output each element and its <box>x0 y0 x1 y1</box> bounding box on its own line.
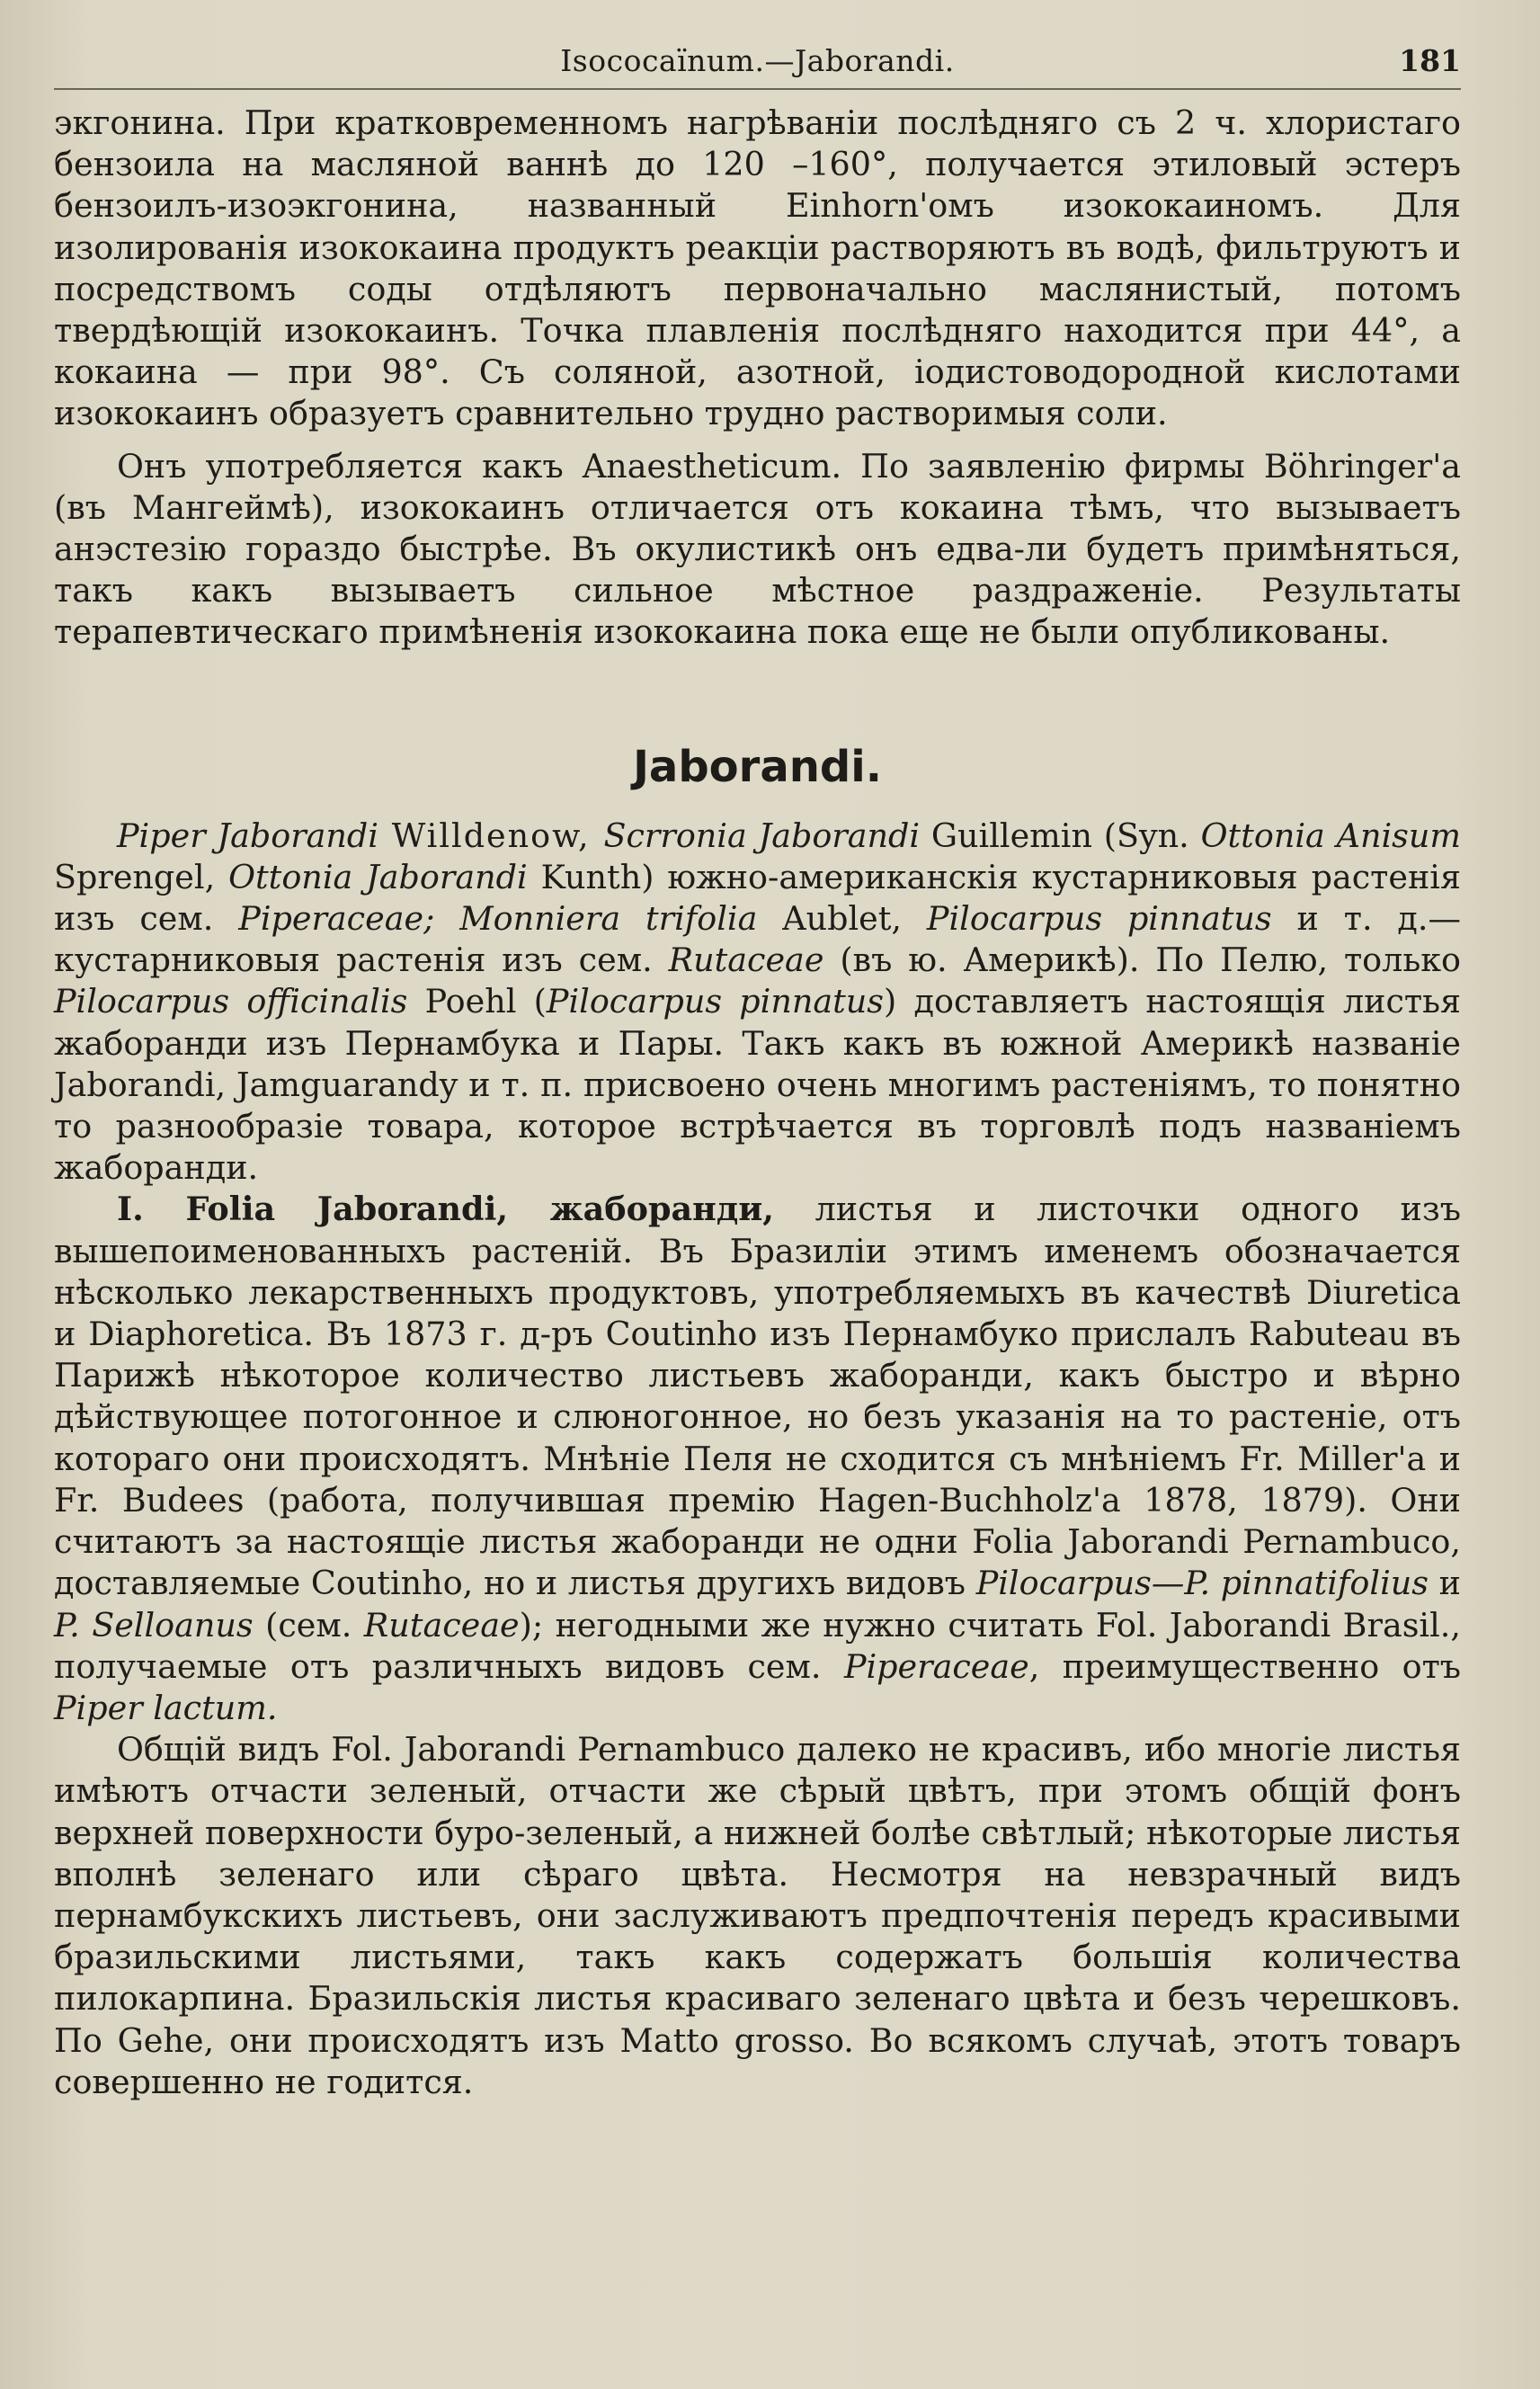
jaborandi-intro-paragraph <box>54 816 1461 1190</box>
intro-run: Kunth) южно-американскія кустарниковыя растенія изъ сем. <box>54 857 1461 939</box>
intro-run: Pilocarpus pinnatus <box>926 899 1272 939</box>
folia-run: листья и листочки одного изъ вышепоименованныхъ растеній. Въ Бразиліи этимъ именемъ обозначается нѣсколько лекарственныхъ продуктовъ, употребляемыхъ въ качествѣ Diuretica и Diaphoretica. Въ 1873 г. д-ръ Coutinho изъ Пернамбуко прислалъ Rabuteau въ Парижѣ нѣкоторое количество листьевъ жаборанди, какъ быстро и вѣрно дѣйствующее потогонное и слюногонное, но безъ указанія на то растеніе, отъ котораго они происходятъ. Мнѣніе Пеля не сходится съ мнѣніемъ Fr. Miller'a и Fr. Budees (работа, получившая премію Hagen-Buchholz'a 1878, 1879). Они считаютъ за настоящіе листья жаборанди не одни Folia Jaborandi Pernambuco, доставляемые Coutinho, но и листья другихъ видовъ <box>54 1190 1461 1603</box>
intro-run: Guillemin (Syn. <box>920 816 1201 855</box>
intro-run: Sprengel, <box>54 857 229 896</box>
intro-run: Pilocarpus officinalis <box>54 982 408 1021</box>
intro-run: Ottonia Anisum <box>1200 816 1461 855</box>
folia-run: Piper lactum. <box>54 1688 278 1727</box>
isococaine-paragraph-1: экгонина. При кратковременномъ нагрѣваніи послѣдняго съ 2 ч. хлористаго бензоила на масляной ваннѣ до 120 –160°, получается этиловый эстеръ бензоилъ-изоэкгонина, названный Einhorn'омъ изококаиномъ. Для изолированія изококаина продуктъ реакціи растворяютъ въ водѣ, фильтруютъ и посредствомъ соды отдѣляютъ первоначально маслянистый, потомъ твердѣющій изококаинъ. Точка плавленія послѣдняго находится при 44°, а кокаина — при 98°. Съ соляной, азотной, іодистоводородной кислотами изококаинъ образуетъ сравнительно трудно растворимыя соли. <box>54 103 1461 433</box>
appearance-paragraph: Общій видъ Fol. Jaborandi Pernambuco далеко не красивъ, ибо многіе листья имѣютъ отчасти зеленый, отчасти же сѣрый цвѣтъ, при этомъ общій фонъ верхней поверхности буро-зеленый, а нижней болѣе свѣтлый; нѣкоторые листья вполнѣ зеленаго или сѣраго цвѣта. Несмотря на невзрачный видъ пернамбукскихъ листьевъ, они заслуживаютъ предпочтенія передъ красивыми бразильскими листьями, такъ какъ содержатъ большія количества пилокарпина. Бразильскія листья красиваго зеленаго цвѣта и безъ черешковъ. По Gehe, они происходятъ изъ Matto grosso. Во всякомъ случаѣ, этотъ товаръ совершенно не годится. <box>54 1730 1461 2101</box>
folia-run: , преимущественно отъ <box>1028 1646 1461 1686</box>
intro-run: Willdenow, <box>378 816 604 855</box>
folia-run: Piperaceae <box>843 1646 1029 1686</box>
intro-run: Piperaceae; Monniera trifolia <box>238 899 758 939</box>
folia-jaborandi-paragraph <box>54 1189 1461 1729</box>
intro-run: ) доставляетъ настоящія листья жаборанди изъ Пернамбука и Пары. Такъ какъ въ южной Америкѣ названіе Jaborandi, Jamguarandy и т. п. присвоено очень многимъ растеніямъ, то понятно то разнообразіе товара, которое встрѣчается въ торговлѣ подъ названіемъ жаборанди. <box>54 982 1462 1188</box>
folia-run: (сем. <box>253 1605 364 1645</box>
folia-run: и <box>1429 1564 1462 1603</box>
page-number: 181 <box>1399 43 1461 78</box>
folia-run: Rutaceae <box>363 1605 520 1645</box>
isococaine-paragraph-2: Онъ употребляется какъ Anaestheticum. По заявленію фирмы Böhringer'a (въ Мангеймѣ), изококаинъ отличается отъ кокаина тѣмъ, что вызываетъ анэстезію гораздо быстрѣе. Въ окулистикѣ онъ едва-ли будетъ примѣняться, такъ какъ вызываетъ сильное мѣстное раздраженіе. Результаты терапевтическаго примѣненія изококаина пока еще не были опубликованы. <box>54 446 1461 652</box>
folia-run: I. Folia Jaborandi, жаборанди, <box>117 1190 774 1229</box>
page-header <box>54 38 1461 90</box>
intro-run: и т. д.—кустарниковыя растенія изъ сем. <box>54 899 1462 980</box>
intro-run: Pilocarpus pinnatus <box>546 982 885 1021</box>
intro-run: Piper Jaborandi <box>117 816 378 855</box>
intro-run: Scrronia Jaborandi <box>603 816 921 855</box>
folia-run: ); негодными же нужно считать Fol. Jaborandi Brasil., получаемые отъ различныхъ видовъ сем. <box>54 1605 1461 1686</box>
intro-run: Ottonia Jaborandi <box>228 857 528 896</box>
section-heading-jaborandi: Jaborandi. <box>633 741 882 792</box>
folia-run: P. Selloanus <box>54 1605 254 1645</box>
running-head: Isococaïnum.—Jaborandi. <box>560 43 955 78</box>
intro-run: Aublet, <box>757 899 927 939</box>
intro-run: (въ ю. Америкѣ). По Пелю, только <box>823 940 1461 980</box>
intro-run: Rutaceae <box>668 940 824 980</box>
intro-run: Poehl ( <box>407 982 547 1021</box>
folia-run: Pilocarpus—P. pinnatifolius <box>975 1564 1429 1603</box>
